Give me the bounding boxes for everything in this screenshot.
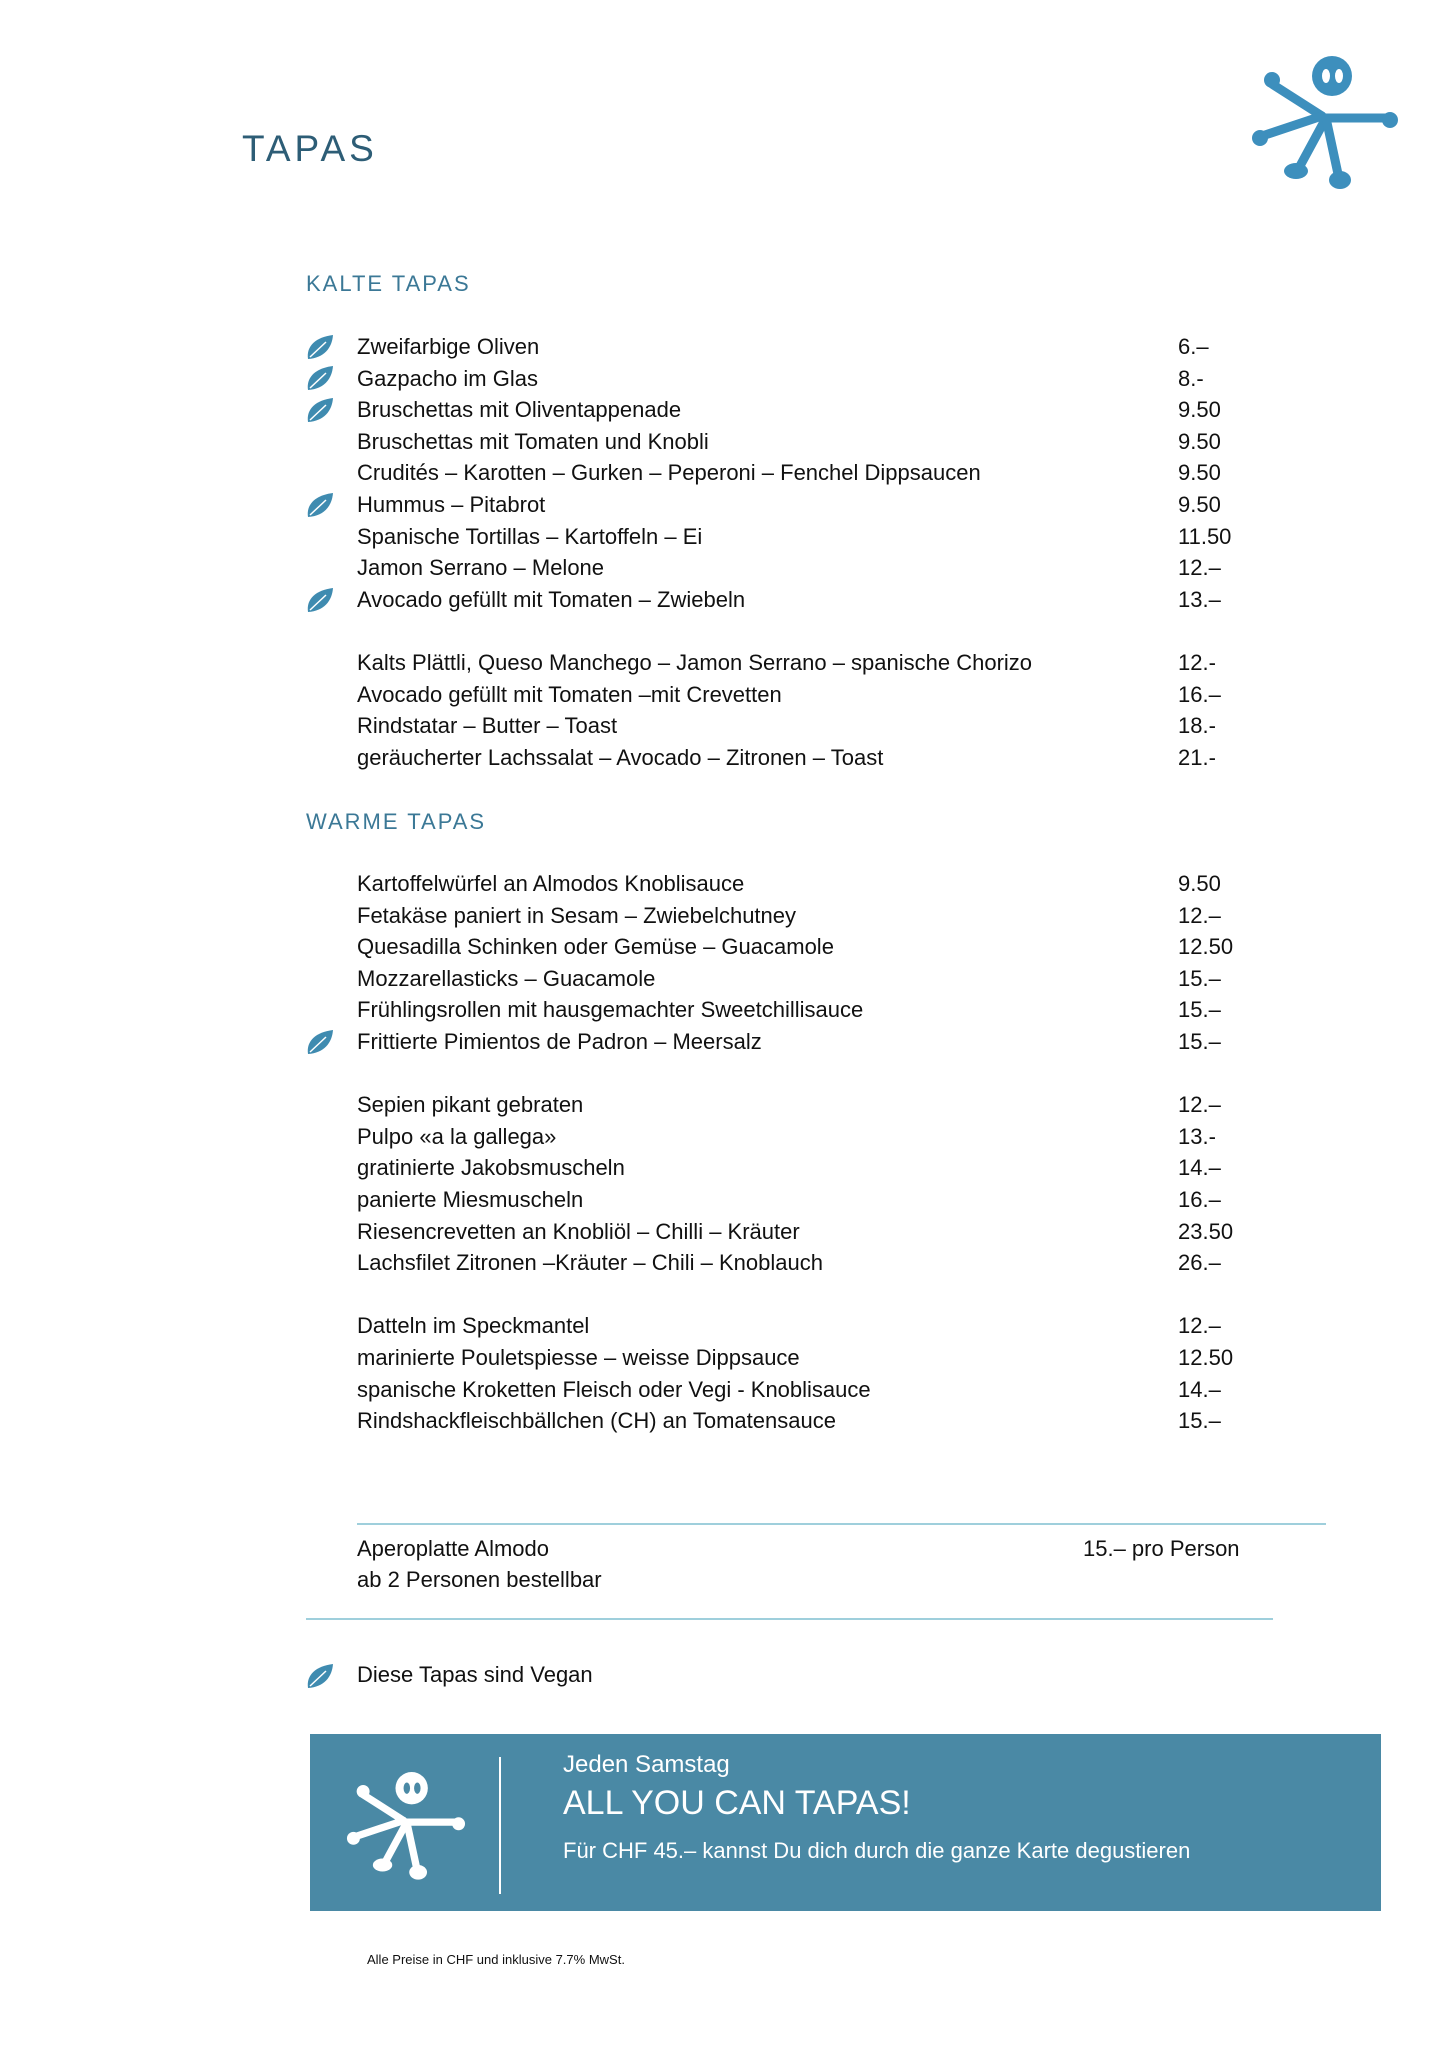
menu-item <box>306 363 1306 395</box>
menu-item <box>306 521 1306 553</box>
leaf-placeholder <box>306 931 357 963</box>
item-name: Frühlingsrollen mit hausgemachter Sweetchillisauce <box>357 997 864 1023</box>
item-name: Mozzarellasticks – Guacamole <box>357 965 656 991</box>
leaf-icon <box>306 331 357 363</box>
item-name: marinierte Pouletspiesse – weisse Dippsauce <box>357 1344 800 1370</box>
leaf-icon <box>306 363 357 395</box>
section-title-kalte: KALTE TAPAS <box>306 271 471 296</box>
item-price: 12.50 <box>1178 1344 1234 1370</box>
item-name: Zweifarbige Oliven <box>357 334 540 359</box>
menu-item <box>306 1121 1306 1153</box>
leaf-placeholder <box>306 900 357 932</box>
menu-group <box>306 647 1306 773</box>
item-name: Crudités – Karotten – Gurken – Peperoni – Fenchel Dippsaucen <box>357 460 981 486</box>
item-price: 15.– <box>1178 1408 1221 1434</box>
menu-item <box>306 994 1306 1026</box>
item-name: Bruschettas mit Oliventappenade <box>357 397 682 423</box>
banner-text: Für CHF 45.– kannst Du dich durch die ganze Karte degustieren <box>563 1838 1191 1863</box>
item-price: 9.50 <box>1178 460 1221 486</box>
divider <box>306 1618 1273 1620</box>
item-name: Avocado gefüllt mit Tomaten –mit Crevetten <box>357 681 782 707</box>
item-name: Kartoffelwürfel an Almodos Knoblisauce <box>357 871 745 896</box>
menu-item <box>306 1216 1306 1248</box>
item-price: 9.50 <box>1178 397 1221 423</box>
menu-item <box>306 1152 1306 1184</box>
menu-item <box>306 552 1306 584</box>
item-name: Frittierte Pimientos de Padron – Meersalz <box>357 1028 762 1054</box>
octopus-logo-icon <box>1252 56 1398 192</box>
leaf-placeholder <box>306 963 357 995</box>
menu-item <box>306 394 1306 426</box>
leaf-placeholder <box>306 552 357 584</box>
page-title: TAPAS <box>242 128 378 169</box>
item-price: 14.– <box>1178 1155 1221 1181</box>
item-name: Jamon Serrano – Melone <box>357 555 605 581</box>
menu-item <box>306 1310 1306 1342</box>
leaf-placeholder <box>306 647 357 679</box>
banner-divider <box>499 1757 501 1894</box>
leaf-placeholder <box>306 1216 357 1248</box>
leaf-placeholder <box>306 868 357 900</box>
leaf-placeholder <box>306 1121 357 1153</box>
octopus-logo-icon <box>346 1772 466 1882</box>
menu-item <box>306 868 1306 900</box>
leaf-placeholder <box>306 1152 357 1184</box>
menu-item <box>306 963 1306 995</box>
menu-item <box>306 584 1306 616</box>
leaf-placeholder <box>306 710 357 742</box>
banner-kicker: Jeden Samstag <box>563 1751 730 1778</box>
item-price: 14.– <box>1178 1376 1221 1402</box>
promo-banner <box>310 1734 1381 1911</box>
item-price: 12.50 <box>1178 934 1234 960</box>
item-name: gratinierte Jakobsmuscheln <box>357 1155 625 1181</box>
leaf-icon <box>306 1026 357 1058</box>
leaf-placeholder <box>306 1089 357 1121</box>
warme-tapas-list <box>306 868 1306 1468</box>
item-name: Avocado gefüllt mit Tomaten – Zwiebeln <box>357 586 746 612</box>
item-name: Rindstatar – Butter – Toast <box>357 713 618 739</box>
menu-item <box>306 742 1306 774</box>
menu-item <box>306 426 1306 458</box>
item-price: 21.- <box>1178 744 1216 770</box>
item-price: 18.- <box>1178 713 1216 739</box>
leaf-placeholder <box>306 521 357 553</box>
item-price: 12.– <box>1178 1092 1221 1118</box>
item-price: 12.– <box>1178 1313 1221 1339</box>
item-price: 16.– <box>1178 681 1221 707</box>
item-price: 15.– <box>1178 965 1221 991</box>
item-price: 13.– <box>1178 586 1221 612</box>
item-name: Bruschettas mit Tomaten und Knobli <box>357 428 709 454</box>
item-name: Rindshackfleischbällchen (CH) an Tomatensauce <box>357 1408 836 1434</box>
menu-item <box>306 710 1306 742</box>
menu-item <box>306 1184 1306 1216</box>
item-price: 9.50 <box>1178 491 1221 517</box>
menu-item <box>306 647 1306 679</box>
leaf-placeholder <box>306 1247 357 1279</box>
item-name: Datteln im Speckmantel <box>357 1313 590 1339</box>
divider <box>357 1523 1326 1525</box>
item-price: 26.– <box>1178 1250 1221 1276</box>
item-price: 23.50 <box>1178 1218 1234 1244</box>
leaf-placeholder <box>306 457 357 489</box>
leaf-placeholder <box>306 679 357 711</box>
menu-item <box>306 489 1306 521</box>
item-price: 16.– <box>1178 1186 1221 1212</box>
vegan-legend: Diese Tapas sind Vegan <box>357 1662 593 1687</box>
leaf-placeholder <box>306 994 357 1026</box>
item-price: 13.- <box>1178 1123 1216 1149</box>
item-price: 12.– <box>1178 902 1221 928</box>
item-name: spanische Kroketten Fleisch oder Vegi - Knoblisauce <box>357 1376 871 1402</box>
item-name: Gazpacho im Glas <box>357 365 538 391</box>
apero-note: ab 2 Personen bestellbar <box>357 1567 602 1592</box>
leaf-placeholder <box>306 426 357 458</box>
item-name: Riesencrevetten an Knobliöl – Chilli – Kräuter <box>357 1218 800 1244</box>
leaf-icon <box>306 1663 334 1694</box>
menu-item <box>306 457 1306 489</box>
item-price: 15.– <box>1178 1028 1221 1054</box>
item-name: Lachsfilet Zitronen –Kräuter – Chili – Knoblauch <box>357 1250 823 1276</box>
item-price: 8.- <box>1178 365 1204 391</box>
item-price: 9.50 <box>1178 871 1221 896</box>
menu-group <box>306 331 1306 615</box>
menu-item <box>306 1247 1306 1279</box>
footer-note: Alle Preise in CHF und inklusive 7.7% MwSt. <box>367 1952 625 1967</box>
menu-item <box>306 679 1306 711</box>
kalte-tapas-list <box>306 331 1306 805</box>
menu-item <box>306 1405 1306 1437</box>
menu-item <box>306 1026 1306 1058</box>
item-price: 9.50 <box>1178 428 1221 454</box>
leaf-icon <box>306 489 357 521</box>
item-name: Sepien pikant gebraten <box>357 1092 584 1118</box>
item-name: geräucherter Lachssalat – Avocado – Zitronen – Toast <box>357 744 884 770</box>
item-price: 6.– <box>1178 334 1209 359</box>
leaf-placeholder <box>306 742 357 774</box>
item-price: 11.50 <box>1178 523 1232 549</box>
leaf-placeholder <box>306 1342 357 1374</box>
apero-price: 15.– pro Person <box>1083 1536 1240 1561</box>
leaf-placeholder <box>306 1374 357 1406</box>
menu-item <box>306 1342 1306 1374</box>
apero-name: Aperoplatte Almodo <box>357 1536 550 1561</box>
item-price: 12.– <box>1178 555 1221 581</box>
menu-item <box>306 1374 1306 1406</box>
menu-item <box>306 1089 1306 1121</box>
item-name: Quesadilla Schinken oder Gemüse – Guacamole <box>357 934 834 960</box>
item-price: 12.- <box>1178 649 1216 675</box>
item-name: Kalts Plättli, Queso Manchego – Jamon Serrano – spanische Chorizo <box>357 649 1033 675</box>
section-title-warme: WARME TAPAS <box>306 809 487 834</box>
menu-group <box>306 868 1306 1058</box>
menu-item <box>306 331 1306 363</box>
item-name: Pulpo «a la gallega» <box>357 1123 557 1149</box>
item-price: 15.– <box>1178 997 1221 1023</box>
leaf-placeholder <box>306 1405 357 1437</box>
banner-headline: ALL YOU CAN TAPAS! <box>563 1784 911 1822</box>
menu-group <box>306 1089 1306 1279</box>
leaf-icon <box>306 584 357 616</box>
menu-item <box>306 931 1306 963</box>
leaf-placeholder <box>306 1310 357 1342</box>
item-name: panierte Miesmuscheln <box>357 1186 584 1212</box>
leaf-icon <box>306 394 357 426</box>
leaf-placeholder <box>306 1184 357 1216</box>
menu-group <box>306 1310 1306 1436</box>
item-name: Spanische Tortillas – Kartoffeln – Ei <box>357 523 703 549</box>
menu-item <box>306 900 1306 932</box>
item-name: Hummus – Pitabrot <box>357 491 546 517</box>
item-name: Fetakäse paniert in Sesam – Zwiebelchutney <box>357 902 797 928</box>
